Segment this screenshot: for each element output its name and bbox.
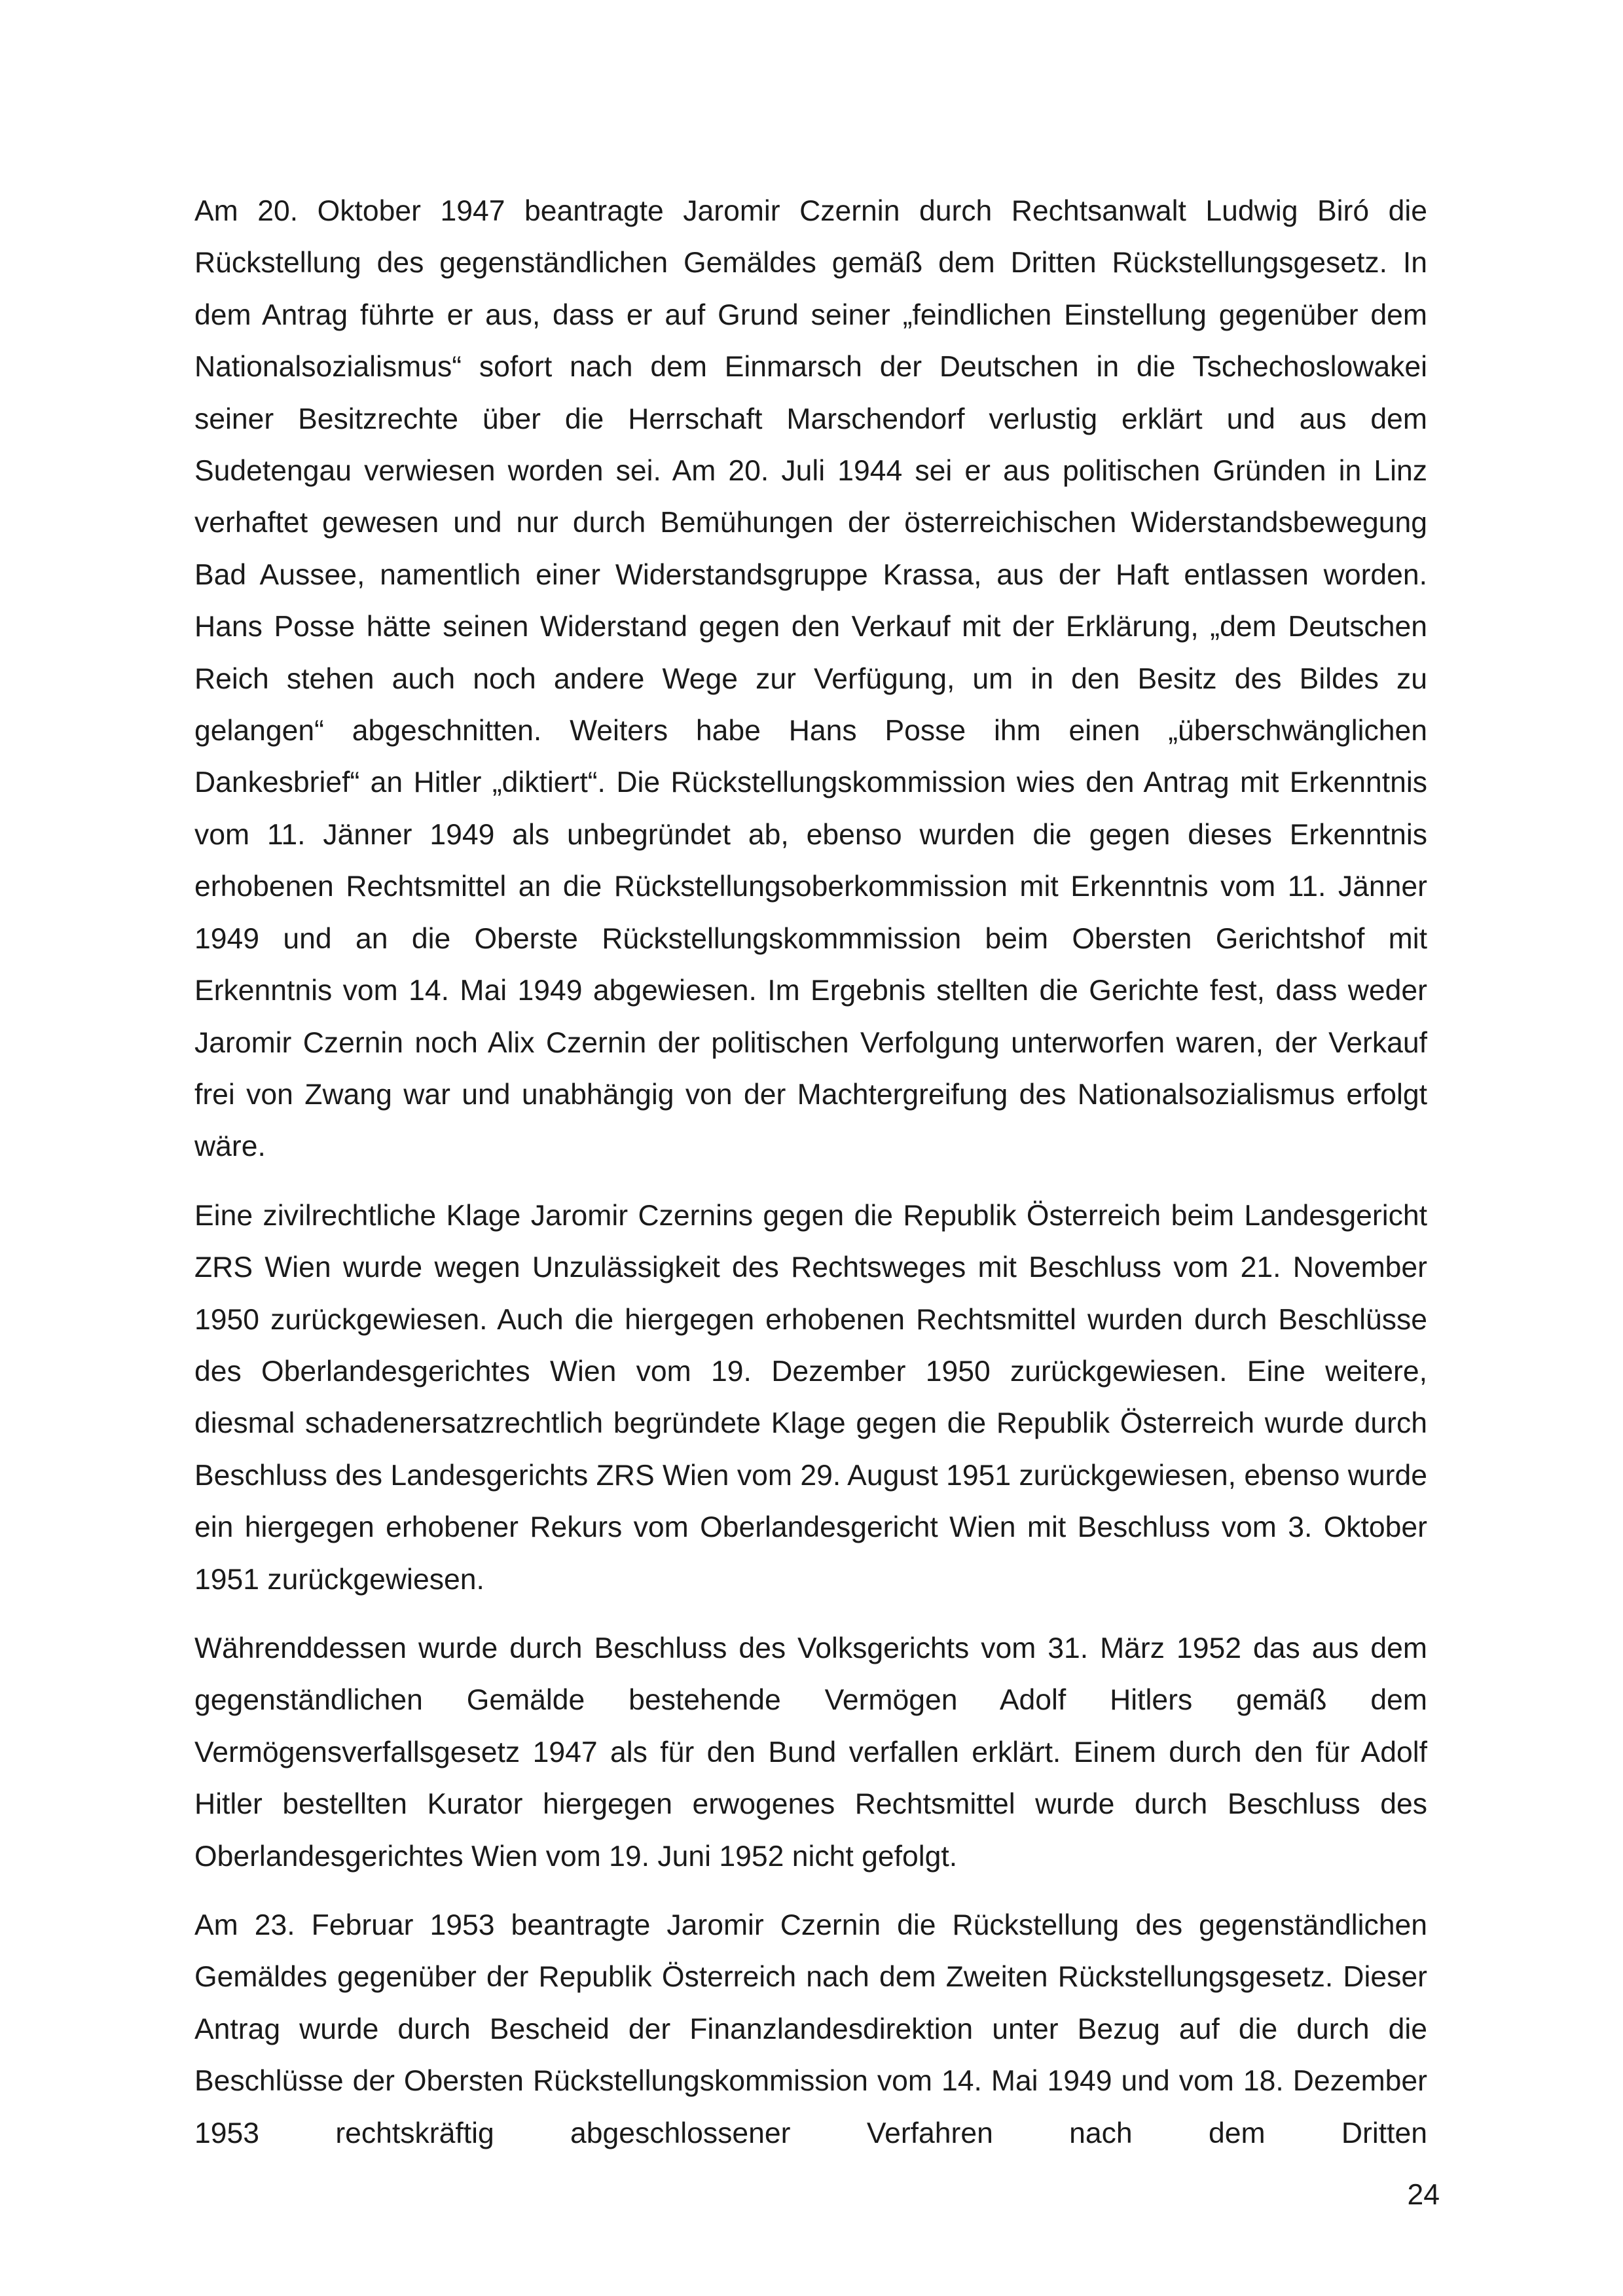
- page-number: 24: [1407, 2179, 1440, 2211]
- paragraph-4: Am 23. Februar 1953 beantragte Jaromir Czernin die Rückstellung des gegenständlichen Gemäldes gegenüber der Republik Österreich nach dem Zweiten Rückstellungsgesetz. Dieser Antrag wurde durch Bescheid der Finanzlandesdirektion unter Bezug auf die durch die Beschlüsse der Obersten Rückstellungskommission vom 14. Mai 1949 und vom 18. Dezember 1953 rechtskräftig abgeschlossener Verfahren nach dem Dritten: [194, 1909, 1427, 2149]
- paragraph-3: Währenddessen wurde durch Beschluss des Volksgerichts vom 31. März 1952 das aus dem gegenständlichen Gemälde bestehende Vermögen Adolf Hitlers gemäß dem Vermögensverfallsgesetz 1947 als für den Bund verfallen erklärt. Einem durch den für Adolf Hitler bestellten Kurator hiergegen erwogenes Rechtsmittel wurde durch Beschluss des Oberlandesgerichtes Wien vom 19. Juni 1952 nicht gefolgt.: [194, 1632, 1427, 1873]
- body-text: [194, 185, 1427, 2176]
- paragraph-2: Eine zivilrechtliche Klage Jaromir Czernins gegen die Republik Österreich beim Landesgericht ZRS Wien wurde wegen Unzulässigkeit des Rechtsweges mit Beschluss vom 21. November 1950 zurückgewiesen. Auch die hiergegen erhobenen Rechtsmittel wurden durch Beschlüsse des Oberlandesgerichtes Wien vom 19. Dezember 1950 zurückgewiesen. Eine weitere, diesmal schadenersatzrechtlich begründete Klage gegen die Republik Österreich wurde durch Beschluss des Landesgerichts ZRS Wien vom 29. August 1951 zurückgewiesen, ebenso wurde ein hiergegen erhobener Rekurs vom Oberlandesgericht Wien mit Beschluss vom 3. Oktober 1951 zurückgewiesen.: [194, 1199, 1427, 1596]
- paragraph-1: Am 20. Oktober 1947 beantragte Jaromir Czernin durch Rechtsanwalt Ludwig Biró die Rückstellung des gegenständlichen Gemäldes gemäß dem Dritten Rückstellungsgesetz. In dem Antrag führte er aus, dass er auf Grund seiner „feindlichen Einstellung gegenüber dem Nationalsozialismus“ sofort nach dem Einmarsch der Deutschen in die Tschechoslowakei seiner Besitzrechte über die Herrschaft Marschendorf verlustig erklärt und aus dem Sudetengau verwiesen worden sei. Am 20. Juli 1944 sei er aus politischen Gründen in Linz verhaftet gewesen und nur durch Bemühungen der österreichischen Widerstandsbewegung Bad Aussee, namentlich einer Widerstandsgruppe Krassa, aus der Haft entlassen worden. Hans Posse hätte seinen Widerstand gegen den Verkauf mit der Erklärung, „dem Deutschen Reich stehen auch noch andere Wege zur Verfügung, um in den Besitz des Bildes zu gelangen“ abgeschnitten. Weiters habe Hans Posse ihm einen „überschwänglichen Dankesbrief“ an Hitler „diktiert“. Die Rückstellungskommission wies den Antrag mit Erkenntnis vom 11. Jänner 1949 als unbegründet ab, ebenso wurden die gegen dieses Erkenntnis erhobenen Rechtsmittel an die Rückstellungsoberkommission mit Erkenntnis vom 11. Jänner 1949 und an die Oberste Rückstellungskommmission beim Obersten Gerichtshof mit Erkenntnis vom 14. Mai 1949 abgewiesen. Im Ergebnis stellten die Gerichte fest, dass weder Jaromir Czernin noch Alix Czernin der politischen Verfolgung unterworfen waren, der Verkauf frei von Zwang war und unabhängig von der Machtergreifung des Nationalsozialismus erfolgt wäre.: [194, 195, 1427, 1163]
